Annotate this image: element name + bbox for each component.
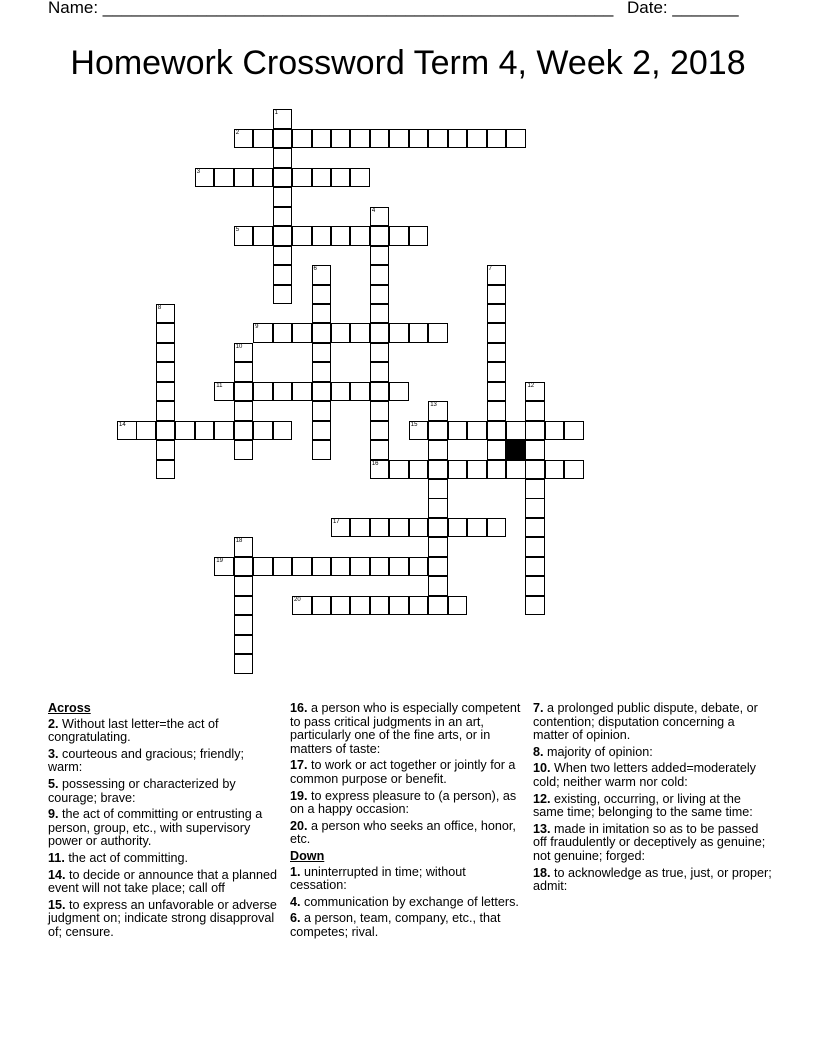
grid-cell[interactable] bbox=[195, 168, 215, 188]
clue-number-label: 5 bbox=[235, 227, 240, 234]
grid-cell[interactable] bbox=[428, 537, 448, 557]
clue-across-3 bbox=[48, 748, 280, 775]
grid-cell[interactable] bbox=[467, 129, 487, 149]
grid-cell[interactable] bbox=[253, 323, 273, 343]
grid-cell[interactable] bbox=[234, 129, 254, 149]
clue-across-20 bbox=[290, 820, 522, 847]
grid-cell[interactable] bbox=[525, 498, 545, 518]
grid-cell[interactable] bbox=[389, 557, 409, 577]
grid-cell[interactable] bbox=[234, 362, 254, 382]
grid-cell[interactable] bbox=[525, 421, 545, 441]
clue-down-8 bbox=[533, 746, 773, 760]
grid-cell[interactable] bbox=[370, 596, 390, 616]
grid-cell[interactable] bbox=[428, 460, 448, 480]
clue-number: 15. bbox=[48, 897, 66, 912]
grid-cell[interactable] bbox=[467, 460, 487, 480]
grid-cell[interactable] bbox=[525, 440, 545, 460]
grid-cell[interactable] bbox=[292, 226, 312, 246]
clues-column-3 bbox=[533, 702, 773, 897]
grid-cell[interactable] bbox=[370, 382, 390, 402]
clue-number: 11. bbox=[48, 850, 65, 865]
grid-cell[interactable] bbox=[350, 518, 370, 538]
grid-cell[interactable] bbox=[292, 382, 312, 402]
grid-cell[interactable] bbox=[370, 323, 390, 343]
clue-number-label: 18 bbox=[235, 538, 243, 545]
grid-cell[interactable] bbox=[312, 226, 332, 246]
clue-across-9 bbox=[48, 808, 280, 849]
grid-cell[interactable] bbox=[312, 129, 332, 149]
clue-across-11 bbox=[48, 852, 280, 866]
grid-cell[interactable] bbox=[389, 460, 409, 480]
grid-cell[interactable] bbox=[370, 362, 390, 382]
clue-text: the act of committing or entrusting a person, group, etc., with supervisory power or authority. bbox=[48, 807, 263, 849]
clue-down-7 bbox=[533, 702, 773, 743]
grid-cell[interactable] bbox=[234, 382, 254, 402]
grid-cell[interactable] bbox=[409, 323, 429, 343]
grid-cell[interactable] bbox=[312, 343, 332, 363]
clue-number-label: 14 bbox=[119, 421, 126, 428]
clue-number-label: 8 bbox=[157, 304, 162, 311]
grid-cell[interactable] bbox=[350, 168, 370, 188]
clue-number: 20. bbox=[290, 818, 308, 833]
clue-text: majority of opinion: bbox=[547, 744, 653, 759]
grid-cell[interactable] bbox=[428, 518, 448, 538]
name-field-line: Name: ______________________________________________________ bbox=[48, 0, 614, 17]
grid-cell[interactable] bbox=[487, 129, 507, 149]
clue-number-label: 1 bbox=[274, 110, 278, 117]
grid-cell[interactable] bbox=[234, 596, 254, 616]
grid-cell[interactable] bbox=[525, 460, 545, 480]
grid-cell[interactable] bbox=[428, 401, 448, 421]
clue-number-label: 17 bbox=[332, 518, 340, 525]
grid-cell[interactable] bbox=[448, 421, 468, 441]
grid-cell[interactable] bbox=[409, 460, 429, 480]
grid-cell[interactable] bbox=[273, 557, 293, 577]
clue-across-2 bbox=[48, 718, 280, 745]
clue-number: 16. bbox=[290, 701, 308, 715]
clue-number: 7. bbox=[533, 701, 544, 715]
clue-text: uninterrupted in time; without cessation: bbox=[290, 864, 466, 893]
clue-across-14 bbox=[48, 869, 280, 896]
grid-cell[interactable] bbox=[156, 460, 176, 480]
clue-number: 6. bbox=[290, 911, 301, 926]
clue-across-16 bbox=[290, 702, 522, 756]
clue-number-label: 16 bbox=[371, 460, 379, 467]
grid-cell[interactable] bbox=[273, 421, 293, 441]
grid-cell[interactable] bbox=[350, 226, 370, 246]
grid-cell[interactable] bbox=[525, 557, 545, 577]
grid-cell[interactable] bbox=[273, 148, 293, 168]
clues-column-1 bbox=[48, 702, 280, 943]
grid-cell[interactable] bbox=[350, 382, 370, 402]
grid-cell[interactable] bbox=[214, 557, 234, 577]
grid-cell[interactable] bbox=[370, 421, 390, 441]
grid-cell[interactable] bbox=[525, 518, 545, 538]
grid-cell[interactable] bbox=[370, 285, 390, 305]
grid-cell[interactable] bbox=[487, 265, 507, 285]
grid-cell[interactable] bbox=[273, 129, 293, 149]
grid-cell[interactable] bbox=[525, 401, 545, 421]
clue-number: 8. bbox=[533, 744, 544, 759]
grid-cell[interactable] bbox=[331, 168, 351, 188]
grid-cell[interactable] bbox=[175, 421, 195, 441]
grid-cell[interactable] bbox=[370, 343, 390, 363]
grid-cell[interactable] bbox=[234, 635, 254, 655]
grid-cell[interactable] bbox=[292, 323, 312, 343]
grid-cell[interactable] bbox=[487, 401, 507, 421]
clue-down-13 bbox=[533, 823, 773, 864]
grid-cell[interactable] bbox=[448, 596, 468, 616]
grid-cell[interactable] bbox=[389, 382, 409, 402]
clue-number: 4. bbox=[290, 894, 301, 909]
grid-cell[interactable] bbox=[312, 265, 332, 285]
grid-cell[interactable] bbox=[389, 596, 409, 616]
grid-cell[interactable] bbox=[273, 168, 293, 188]
grid-cell[interactable] bbox=[428, 596, 448, 616]
grid-cell[interactable] bbox=[253, 421, 273, 441]
grid-cell[interactable] bbox=[525, 479, 545, 499]
grid-cell[interactable] bbox=[428, 498, 448, 518]
grid-cell[interactable] bbox=[370, 226, 390, 246]
grid-cell[interactable] bbox=[428, 129, 448, 149]
grid-cell[interactable] bbox=[253, 382, 273, 402]
grid-cell[interactable] bbox=[156, 421, 176, 441]
grid-cell[interactable] bbox=[331, 226, 351, 246]
grid-cell[interactable] bbox=[312, 285, 332, 305]
clue-down-18 bbox=[533, 867, 773, 894]
clue-text: When two letters added=moderately cold; neither warm nor cold: bbox=[533, 761, 756, 789]
grid-cell[interactable] bbox=[389, 323, 409, 343]
grid-cell[interactable] bbox=[389, 129, 409, 149]
clue-text: to express an unfavorable or adverse judgment on; indicate strong disapproval of; censure. bbox=[48, 897, 277, 939]
grid-cell[interactable] bbox=[312, 440, 332, 460]
grid-cell[interactable] bbox=[234, 401, 254, 421]
clue-text: existing, occurring, or living at the same time; belonging to the same time: bbox=[533, 791, 753, 820]
grid-cell[interactable] bbox=[428, 557, 448, 577]
grid-cell[interactable] bbox=[428, 323, 448, 343]
grid-cell[interactable] bbox=[506, 421, 526, 441]
grid-cell[interactable] bbox=[234, 557, 254, 577]
clue-text: a person, team, company, etc., that competes; rival. bbox=[290, 911, 501, 939]
clue-number-label: 7 bbox=[488, 266, 492, 273]
grid-cell[interactable] bbox=[331, 557, 351, 577]
grid-cell[interactable] bbox=[273, 246, 293, 266]
grid-cell[interactable] bbox=[525, 537, 545, 557]
clue-down-4 bbox=[290, 896, 522, 910]
grid-cell[interactable] bbox=[234, 537, 254, 557]
grid-cell[interactable] bbox=[312, 304, 332, 324]
grid-cell[interactable] bbox=[370, 460, 390, 480]
grid-cell[interactable] bbox=[487, 343, 507, 363]
clue-text: courteous and gracious; friendly; warm: bbox=[48, 746, 245, 775]
grid-cell[interactable] bbox=[448, 460, 468, 480]
grid-cell[interactable] bbox=[234, 654, 254, 674]
grid-cell[interactable] bbox=[370, 401, 390, 421]
clue-number-label: 20 bbox=[294, 596, 301, 603]
grid-cell[interactable] bbox=[292, 557, 312, 577]
grid-cell[interactable] bbox=[525, 576, 545, 596]
clue-number: 14. bbox=[48, 867, 66, 882]
grid-cell[interactable] bbox=[273, 265, 293, 285]
page-title: Homework Crossword Term 4, Week 2, 2018 bbox=[70, 44, 746, 82]
grid-cell[interactable] bbox=[350, 129, 370, 149]
grid-cell[interactable] bbox=[136, 421, 156, 441]
grid-cell[interactable] bbox=[214, 168, 234, 188]
grid-cell[interactable] bbox=[292, 168, 312, 188]
grid-cell[interactable] bbox=[273, 226, 293, 246]
grid-cell[interactable] bbox=[467, 518, 487, 538]
grid-cell[interactable] bbox=[525, 596, 545, 616]
grid-cell[interactable] bbox=[273, 382, 293, 402]
clue-down-12 bbox=[533, 793, 773, 820]
grid-cell[interactable] bbox=[331, 518, 351, 538]
grid-cell[interactable] bbox=[234, 615, 254, 635]
clue-number-label: 15 bbox=[410, 421, 418, 428]
grid-cell[interactable] bbox=[331, 129, 351, 149]
grid-cell[interactable] bbox=[312, 596, 332, 616]
clue-text: a person who seeks an office, honor, etc. bbox=[290, 818, 516, 847]
grid-cell[interactable] bbox=[312, 401, 332, 421]
clue-down-10 bbox=[533, 762, 773, 789]
clue-number: 3. bbox=[48, 746, 59, 761]
clue-text: to work or act together or jointly for a common purpose or benefit. bbox=[290, 758, 516, 786]
grid-cell[interactable] bbox=[350, 596, 370, 616]
grid-cell[interactable] bbox=[273, 109, 293, 129]
clue-across-5 bbox=[48, 778, 280, 805]
date-field-line: Date: _______ bbox=[627, 0, 739, 17]
grid-cell[interactable] bbox=[273, 187, 293, 207]
grid-cell[interactable] bbox=[487, 285, 507, 305]
down-heading: Down bbox=[290, 848, 325, 863]
clue-number: 17. bbox=[290, 758, 308, 773]
grid-cell[interactable] bbox=[370, 518, 390, 538]
clue-number: 18. bbox=[533, 865, 551, 880]
grid-cell[interactable] bbox=[312, 362, 332, 382]
grid-cell[interactable] bbox=[156, 401, 176, 421]
clue-text: to decide or announce that a planned event will not take place; call off bbox=[48, 867, 277, 896]
clue-number-label: 13 bbox=[430, 402, 437, 409]
grid-cell[interactable] bbox=[234, 576, 254, 596]
clue-number: 13. bbox=[533, 821, 551, 836]
grid-cell[interactable] bbox=[370, 129, 390, 149]
grid-cell[interactable] bbox=[487, 362, 507, 382]
grid-cell[interactable] bbox=[292, 129, 312, 149]
grid-cell[interactable] bbox=[273, 323, 293, 343]
grid-cell[interactable] bbox=[234, 226, 254, 246]
grid-cell[interactable] bbox=[389, 226, 409, 246]
grid-cell[interactable] bbox=[564, 460, 584, 480]
clue-text: to acknowledge as true, just, or proper; admit: bbox=[533, 865, 772, 894]
across-heading: Across bbox=[48, 701, 91, 715]
grid-cell[interactable] bbox=[506, 460, 526, 480]
grid-cell[interactable] bbox=[409, 518, 429, 538]
grid-cell[interactable] bbox=[253, 557, 273, 577]
grid-cell[interactable] bbox=[370, 440, 390, 460]
grid-cell[interactable] bbox=[331, 323, 351, 343]
grid-cell[interactable] bbox=[409, 226, 429, 246]
grid-cell[interactable] bbox=[428, 440, 448, 460]
grid-cell[interactable] bbox=[156, 323, 176, 343]
grid-cell[interactable] bbox=[487, 440, 507, 460]
grid-cell[interactable] bbox=[312, 421, 332, 441]
grid-cell[interactable] bbox=[350, 323, 370, 343]
clue-number: 9. bbox=[48, 807, 59, 822]
grid-cell[interactable] bbox=[156, 362, 176, 382]
clue-text: made in imitation so as to be passed off fraudulently or deceptively as genuine; not genuine; forged: bbox=[533, 821, 766, 863]
grid-cell[interactable] bbox=[331, 596, 351, 616]
grid-cell[interactable] bbox=[487, 460, 507, 480]
clue-number-label: 4 bbox=[371, 207, 376, 214]
grid-cell[interactable] bbox=[312, 382, 332, 402]
grid-cell[interactable] bbox=[409, 129, 429, 149]
grid-cell[interactable] bbox=[409, 596, 429, 616]
black-cell bbox=[506, 440, 526, 460]
grid-cell[interactable] bbox=[312, 557, 332, 577]
clue-number: 5. bbox=[48, 776, 59, 791]
grid-cell[interactable] bbox=[156, 440, 176, 460]
grid-cell[interactable] bbox=[234, 168, 254, 188]
grid-cell[interactable] bbox=[467, 421, 487, 441]
grid-cell[interactable] bbox=[428, 576, 448, 596]
grid-cell[interactable] bbox=[312, 323, 332, 343]
clue-number: 2. bbox=[48, 716, 59, 731]
clue-number-label: 12 bbox=[527, 382, 535, 389]
clue-number-label: 2 bbox=[235, 129, 240, 136]
clue-text: Without last letter=the act of congratulating. bbox=[48, 716, 219, 745]
grid-cell[interactable] bbox=[273, 285, 293, 305]
clue-number: 1. bbox=[290, 864, 301, 879]
clue-number-label: 3 bbox=[196, 168, 201, 175]
grid-cell[interactable] bbox=[253, 226, 273, 246]
grid-cell[interactable] bbox=[389, 518, 409, 538]
grid-cell[interactable] bbox=[350, 557, 370, 577]
grid-cell[interactable] bbox=[487, 421, 507, 441]
grid-cell[interactable] bbox=[487, 518, 507, 538]
grid-cell[interactable] bbox=[214, 421, 234, 441]
clue-text: to express pleasure to (a person), as on a happy occasion: bbox=[290, 788, 517, 817]
clue-number: 10. bbox=[533, 761, 551, 776]
grid-cell[interactable] bbox=[409, 421, 429, 441]
grid-cell[interactable] bbox=[273, 207, 293, 227]
grid-cell[interactable] bbox=[234, 440, 254, 460]
grid-cell[interactable] bbox=[156, 343, 176, 363]
grid-cell[interactable] bbox=[370, 557, 390, 577]
grid-cell[interactable] bbox=[487, 304, 507, 324]
grid-cell[interactable] bbox=[487, 382, 507, 402]
grid-cell[interactable] bbox=[370, 207, 390, 227]
grid-cell[interactable] bbox=[506, 129, 526, 149]
grid-cell[interactable] bbox=[195, 421, 215, 441]
clue-across-19 bbox=[290, 790, 522, 817]
grid-cell[interactable] bbox=[409, 557, 429, 577]
clue-number-label: 10 bbox=[235, 343, 243, 350]
grid-cell[interactable] bbox=[253, 168, 273, 188]
grid-cell[interactable] bbox=[117, 421, 137, 441]
grid-cell[interactable] bbox=[525, 382, 545, 402]
grid-cell[interactable] bbox=[428, 421, 448, 441]
grid-cell[interactable] bbox=[156, 304, 176, 324]
grid-cell[interactable] bbox=[487, 323, 507, 343]
clue-number: 19. bbox=[290, 788, 308, 803]
clue-text: communication by exchange of letters. bbox=[304, 894, 519, 909]
clue-number-label: 11 bbox=[216, 382, 223, 389]
clue-number: 12. bbox=[533, 791, 551, 806]
grid-cell[interactable] bbox=[564, 421, 584, 441]
clue-across-17 bbox=[290, 759, 522, 786]
clue-text: a prolonged public dispute, debate, or contention; disputation concerning a matter of opinion. bbox=[533, 701, 758, 743]
grid-cell[interactable] bbox=[448, 129, 468, 149]
grid-cell[interactable] bbox=[370, 265, 390, 285]
grid-cell[interactable] bbox=[253, 129, 273, 149]
grid-cell[interactable] bbox=[545, 421, 565, 441]
clue-down-1 bbox=[290, 866, 522, 893]
grid-cell[interactable] bbox=[234, 421, 254, 441]
grid-cell[interactable] bbox=[370, 304, 390, 324]
grid-cell[interactable] bbox=[292, 596, 312, 616]
clue-across-15 bbox=[48, 899, 280, 940]
clues-column-2 bbox=[290, 702, 522, 943]
grid-cell[interactable] bbox=[312, 168, 332, 188]
grid-cell[interactable] bbox=[428, 479, 448, 499]
clue-number-label: 9 bbox=[255, 324, 259, 331]
grid-cell[interactable] bbox=[214, 382, 234, 402]
grid-cell[interactable] bbox=[156, 382, 176, 402]
clue-text: a person who is especially competent to pass critical judgments in an art, particularly one of the fine arts, or in matters of taste: bbox=[290, 701, 521, 756]
grid-cell[interactable] bbox=[370, 246, 390, 266]
clue-number-label: 6 bbox=[313, 266, 317, 273]
grid-cell[interactable] bbox=[331, 382, 351, 402]
grid-cell[interactable] bbox=[448, 518, 468, 538]
grid-cell[interactable] bbox=[545, 460, 565, 480]
clue-text: possessing or characterized by courage; brave: bbox=[48, 776, 236, 805]
grid-cell[interactable] bbox=[234, 343, 254, 363]
clue-number-label: 19 bbox=[216, 557, 223, 564]
clue-down-6 bbox=[290, 912, 522, 939]
clue-text: the act of committing. bbox=[68, 850, 189, 865]
